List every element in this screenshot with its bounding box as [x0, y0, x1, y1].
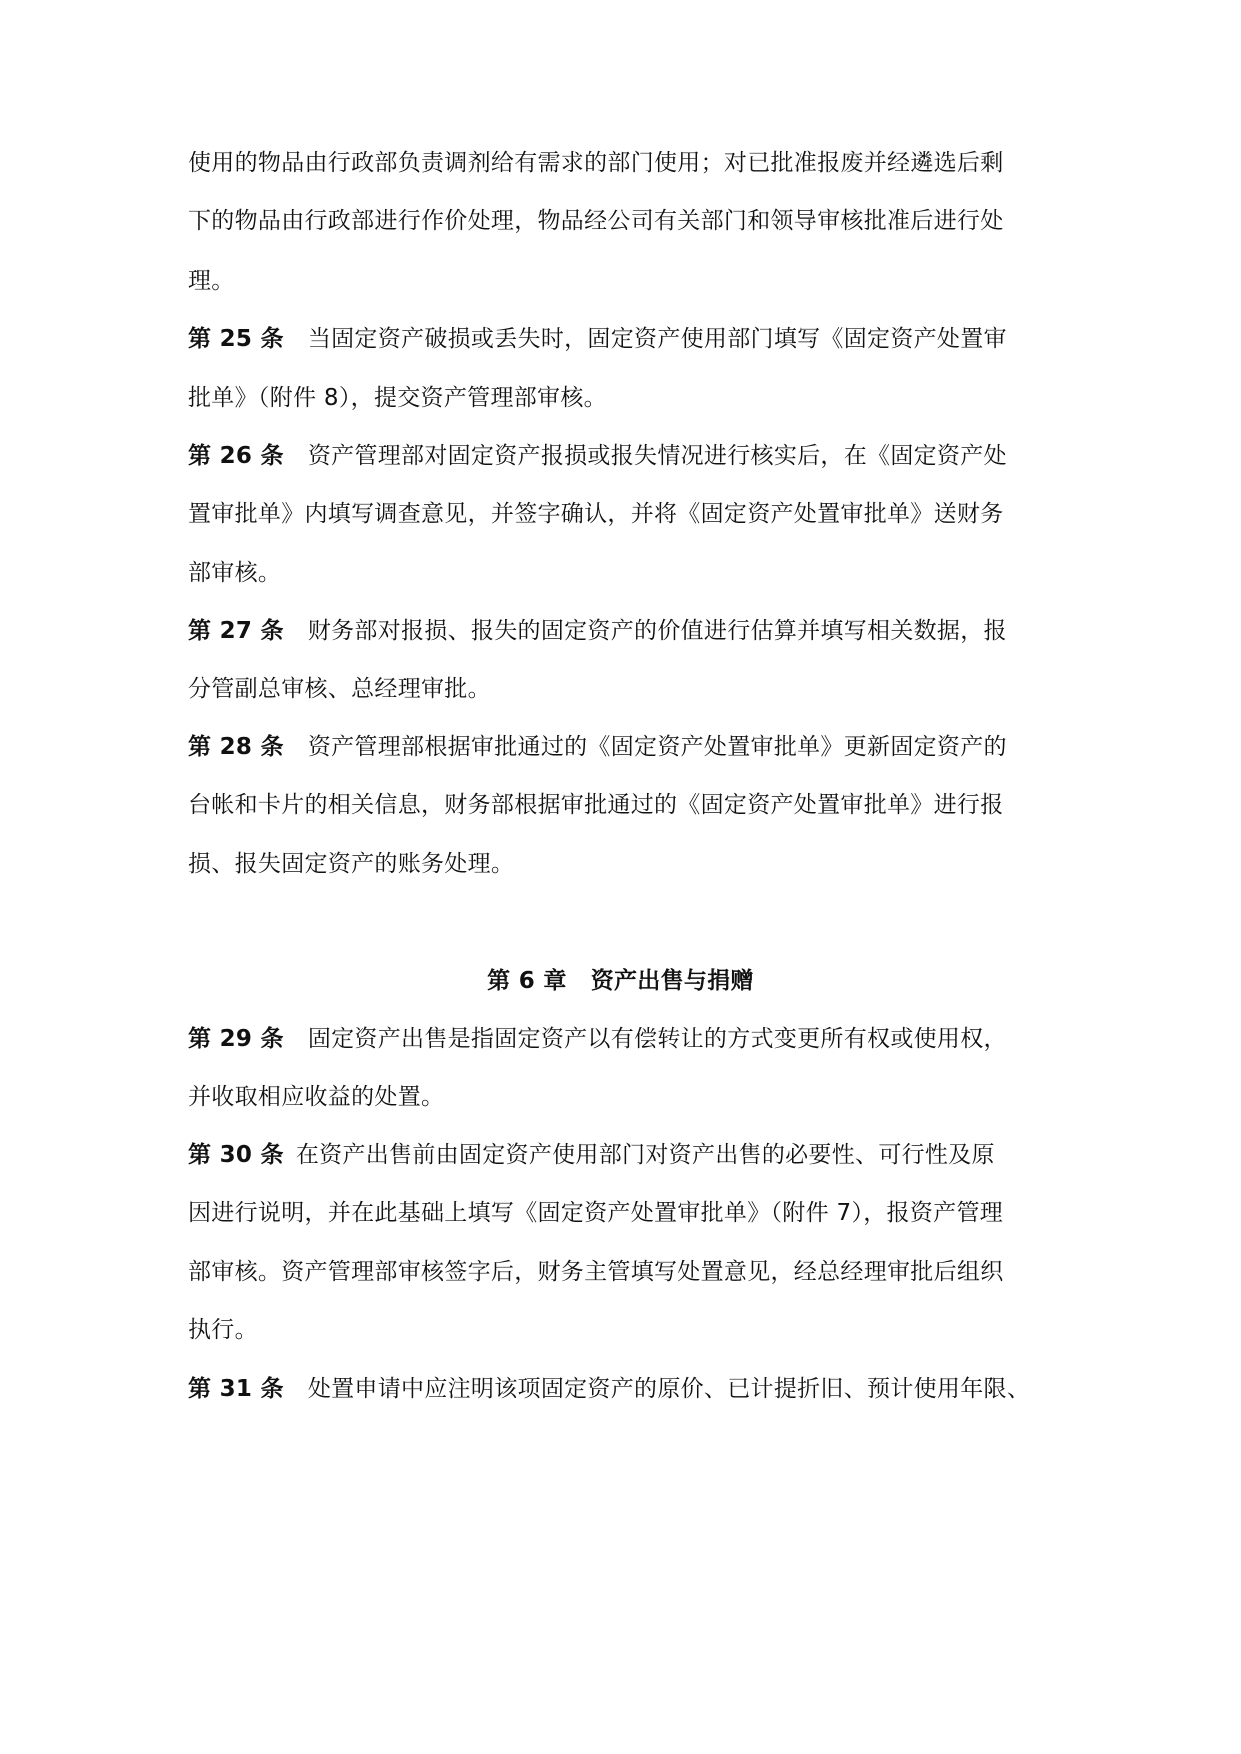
line-text: 部审核。资产管理部审核签字后，财务主管填写处置意见，经总经理审批后组织	[188, 1259, 1004, 1285]
line-text: 处置申请中应注明该项固定资产的原价、已计提折旧、预计使用年限、	[307, 1376, 1031, 1402]
article-29	[188, 1024, 1088, 1054]
article-25	[188, 324, 1088, 354]
paragraph-line	[188, 148, 1088, 178]
line-text: 置审批单》内填写调查意见，并签字确认，并将《固定资产处置审批单》送财务	[188, 501, 1004, 527]
paragraph-line	[188, 1082, 1088, 1112]
chapter-heading	[0, 966, 1241, 996]
article-label: 第 30 条	[188, 1142, 284, 1168]
article-label: 第 27 条	[188, 618, 284, 644]
paragraph-line	[188, 1198, 1088, 1228]
paragraph-line	[188, 1315, 1088, 1345]
line-text: 在资产出售前由固定资产使用部门对资产出售的必要性、可行性及原	[295, 1142, 995, 1168]
paragraph-line	[188, 1257, 1088, 1287]
line-text: 部审核。	[188, 560, 282, 586]
line-text: 理。	[188, 268, 235, 294]
paragraph-line	[188, 674, 1088, 704]
paragraph-line	[188, 266, 1088, 296]
line-text: 使用的物品由行政部负责调剂给有需求的部门使用；对已批准报废并经遴选后剩	[188, 150, 1004, 176]
paragraph-line	[188, 558, 1088, 588]
article-label: 第 28 条	[188, 734, 284, 760]
article-31	[188, 1374, 1088, 1404]
line-text: 资产管理部对固定资产报损或报失情况进行核实后，在《固定资产处	[307, 443, 1007, 469]
line-text: 财务部对报损、报失的固定资产的价值进行估算并填写相关数据，报	[307, 618, 1007, 644]
article-30	[188, 1140, 1088, 1170]
article-label: 第 29 条	[188, 1026, 284, 1052]
article-label: 第 25 条	[188, 326, 284, 352]
article-26	[188, 441, 1088, 471]
paragraph-line	[188, 383, 1088, 413]
chapter-title: 资产出售与捐赠	[590, 968, 754, 994]
paragraph-line	[188, 206, 1088, 236]
line-text: 执行。	[188, 1317, 258, 1343]
article-27	[188, 616, 1088, 646]
line-text: 当固定资产破损或丢失时，固定资产使用部门填写《固定资产处置审	[307, 326, 1007, 352]
paragraph-line	[188, 790, 1088, 820]
paragraph-line	[188, 849, 1088, 879]
line-text: 批单》（附件 8），提交资产管理部审核。	[188, 385, 607, 411]
line-text: 并收取相应收益的处置。	[188, 1084, 445, 1110]
line-text: 分管副总审核、总经理审批。	[188, 676, 491, 702]
article-label: 第 26 条	[188, 443, 284, 469]
line-text: 资产管理部根据审批通过的《固定资产处置审批单》更新固定资产的	[307, 734, 1007, 760]
line-text: 台帐和卡片的相关信息，财务部根据审批通过的《固定资产处置审批单》进行报	[188, 792, 1004, 818]
line-text: 损、报失固定资产的账务处理。	[188, 851, 515, 877]
line-text: 下的物品由行政部进行作价处理，物品经公司有关部门和领导审核批准后进行处	[188, 208, 1004, 234]
article-label: 第 31 条	[188, 1376, 284, 1402]
paragraph-line	[188, 499, 1088, 529]
chapter-label: 第 6 章	[487, 968, 567, 994]
line-text: 因进行说明，并在此基础上填写《固定资产处置审批单》（附件 7），报资产管理	[188, 1200, 1004, 1226]
article-28	[188, 732, 1088, 762]
line-text: 固定资产出售是指固定资产以有偿转让的方式变更所有权或使用权，	[307, 1026, 1007, 1052]
